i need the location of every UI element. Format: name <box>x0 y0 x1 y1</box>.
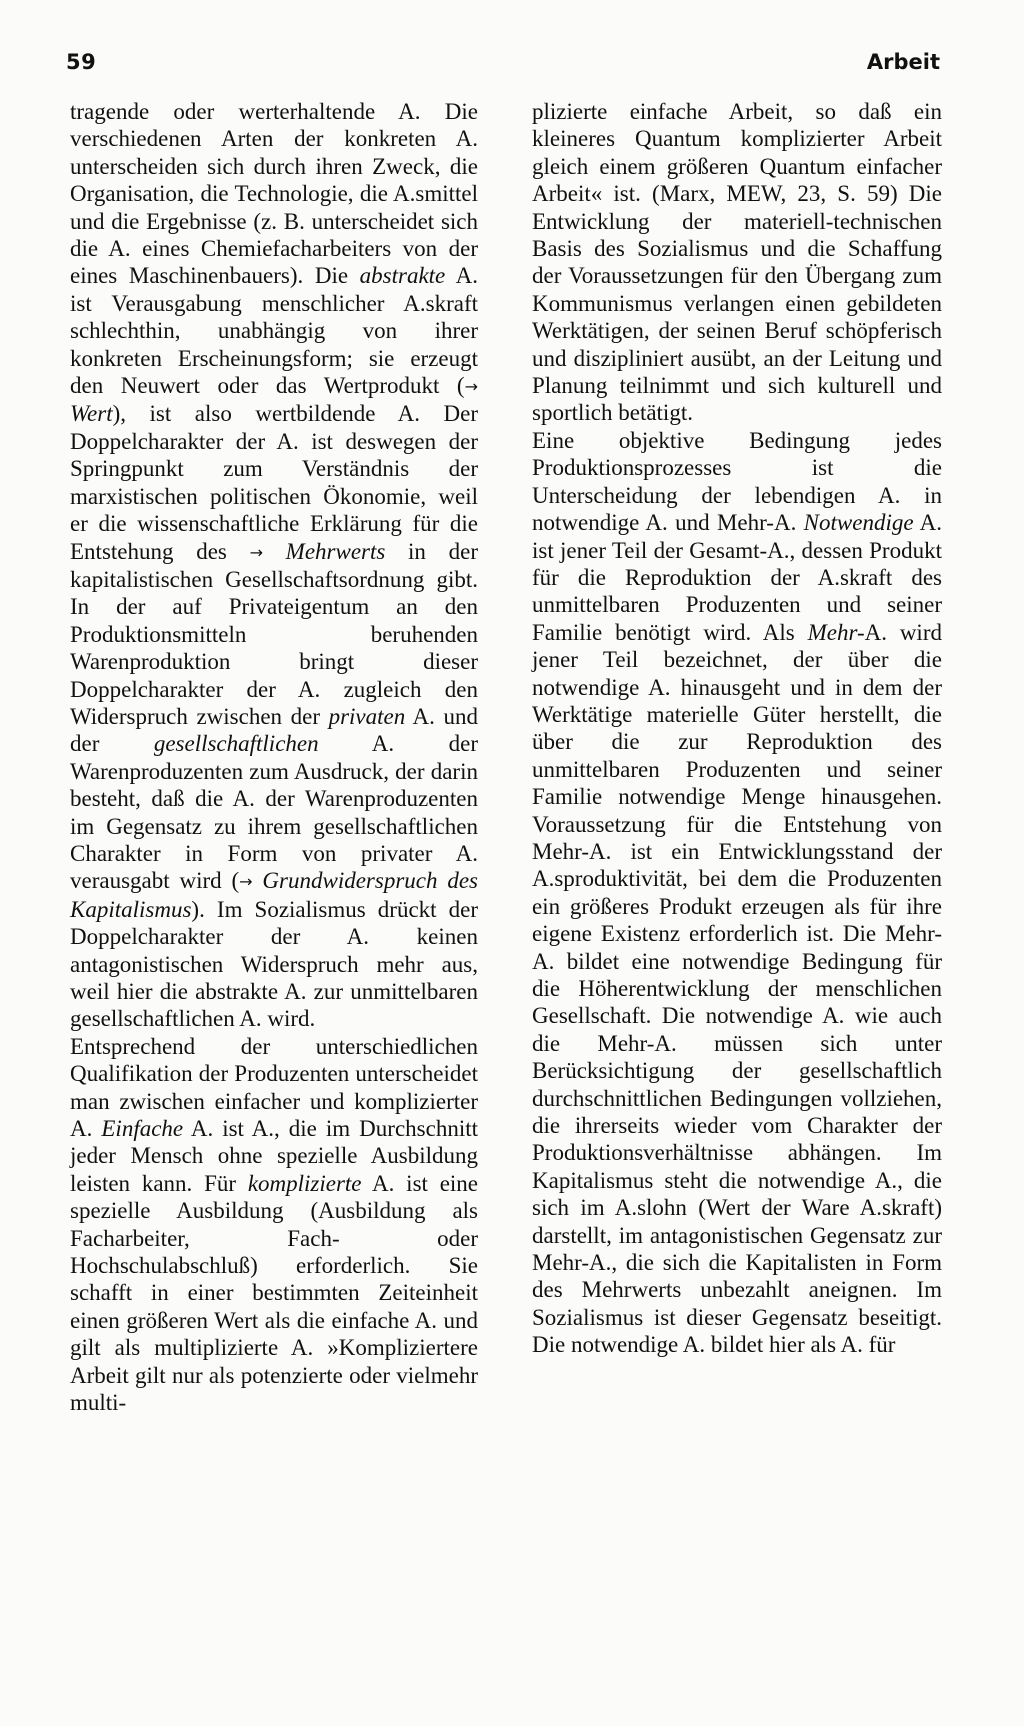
page-number: 59 <box>66 50 97 74</box>
paragraph <box>532 427 942 1359</box>
text-run: ), ist also wertbildende A. Der Doppelcharakter der A. ist deswegen der Springpunkt zum Verständnis der marxistischen politischen Ökonomie, weil er die wissenschaftliche Erklärung für die Entstehung des <box>70 401 478 564</box>
text-run: plizierte einfache Arbeit, so daß ein kleineres Quantum komplizierter Arbeit gleich einem größeren Quantum einfacher Arbeit« ist. (Marx, MEW, 23, S. 59) Die Entwicklung der materiell-technischen Basis des Sozialismus und die Schaffung der Voraussetzungen für den Übergang zum Kommunismus verlangen einen gebildeten Werktätigen, der seinen Beruf schöpferisch und diszipliniert ausübt, an der Leitung und Planung teilnimmt und sich kulturell und sportlich betätigt. <box>532 99 942 426</box>
running-head: Arbeit <box>866 50 940 74</box>
text-run: A. und der <box>70 703 479 757</box>
right-column <box>532 98 942 1359</box>
paragraph <box>70 98 478 1033</box>
italic-term: gesellschaftlichen <box>153 731 319 757</box>
cross-reference-arrow-icon: → <box>249 542 263 562</box>
text-run: A. der Warenproduzenten zum Ausdruck, der darin besteht, daß die A. der Warenproduzenten im Gegensatz zu ihrem gesellschaftlichen Charakter in Form von privater A. verausgabt wird ( <box>70 731 478 894</box>
italic-term: Notwendige <box>803 510 914 536</box>
cross-reference-arrow-icon: → <box>464 377 478 397</box>
italic-term: abstrakte <box>359 263 446 289</box>
italic-term: Einfache <box>101 1116 184 1142</box>
left-column <box>70 98 478 1417</box>
paragraph <box>532 98 942 427</box>
italic-term: komplizierte <box>247 1170 362 1196</box>
paragraph <box>70 1033 478 1417</box>
cross-reference-term: Wert <box>70 401 113 427</box>
text-run: Entsprechend der unterschiedlichen Qualifikation der Produzenten unterscheidet man zwischen einfacher und komplizierter A. <box>70 1033 478 1142</box>
italic-term: privaten <box>328 703 406 729</box>
text-run: A. ist jener Teil der Gesamt-A., dessen Produkt für die Reproduktion der A.skraft des unmittelbaren Produzenten und seiner Familie benötigt wird. Als <box>532 510 943 645</box>
text-run: ). Im Sozialismus drückt der Doppelcharakter der A. keinen antagonistischen Widerspruch mehr aus, weil hier die abstrakte A. zur unmittelbaren gesellschaftlichen A. wird. <box>70 896 478 1032</box>
text-run: A. ist eine spezielle Ausbildung (Ausbildung als Facharbeiter, Fach- oder Hochschulabschluß) erforderlich. Sie schafft in einer bestimmten Zeiteinheit einen größeren Wert als die einfache A. und gilt als multiplizierte A. »Kompliziertere Arbeit gilt nur als potenzierte oder vielmehr multi- <box>70 1170 478 1416</box>
cross-reference-term: Grundwiderspruch des Kapitalismus <box>70 868 478 922</box>
text-run: tragende oder werterhaltende A. Die verschiedenen Arten der konkreten A. unterscheiden sich durch ihren Zweck, die Organisation, die Technologie, die A.smittel und die Ergebnisse (z. B. unterscheidet sich die A. eines Chemiefacharbeiters von der eines Maschinenbauers). Die <box>70 99 478 289</box>
text-run: A. wird jener Teil bezeichnet, der über die notwendige A. hinausgeht und in dem der Werktätige materielle Güter herstellt, die über die zur Reproduktion des unmittelbaren Produzenten und seiner Familie notwendige Menge hinausgehen. Voraussetzung für die Entstehung von Mehr-A. ist ein Entwicklungsstand der A.sproduktivität, bei dem die Produzenten ein größeres Produkt erzeugen als für ihre eigene Existenz erforderlich ist. Die Mehr-A. bildet eine notwendige Bedingung für die Höherentwicklung der menschlichen Gesellschaft. Die notwendige A. wie auch die Mehr-A. müssen sich unter Berücksichtigung der gesellschaftlich durchschnittlichen Bedingungen vollziehen, die ihrerseits wieder vom Charakter der Produktionsverhältnisse abhängen. Im Kapitalismus steht die notwendige A., die sich im A.slohn (Wert der Ware A.skraft) darstellt, im antagonistischen Gegensatz zur Mehr-A., die sich die Kapitalisten in Form des Mehrwerts unbezahlt aneignen. Im Sozialismus ist dieser Gegensatz beseitigt. Die notwendige A. bildet hier als A. für <box>532 619 942 1358</box>
cross-reference-term: Mehrwerts <box>262 538 386 564</box>
text-run: in der kapitalistischen Gesellschaftsordnung gibt. In der auf Privateigentum an den Produktionsmitteln beruhenden Warenproduktion bringt dieser Doppelcharakter der A. zugleich den Widerspruch zwischen der <box>70 538 478 729</box>
italic-term: Mehr- <box>807 619 865 645</box>
cross-reference-arrow-icon: → <box>239 872 253 892</box>
text-run: A. ist Verausgabung menschlicher A.skraft schlechthin, unabhängig von ihrer konkreten Erscheinungsform; sie erzeugt den Neuwert oder das Wertprodukt ( <box>70 263 478 399</box>
text-run: A. ist A., die im Durchschnitt jeder Mensch ohne spezielle Ausbildung leisten kann. Für <box>70 1116 478 1196</box>
text-run: Eine objektive Bedingung jedes Produktionsprozesses ist die Unterscheidung der lebendigen A. in notwendige A. und Mehr-A. <box>532 427 942 536</box>
